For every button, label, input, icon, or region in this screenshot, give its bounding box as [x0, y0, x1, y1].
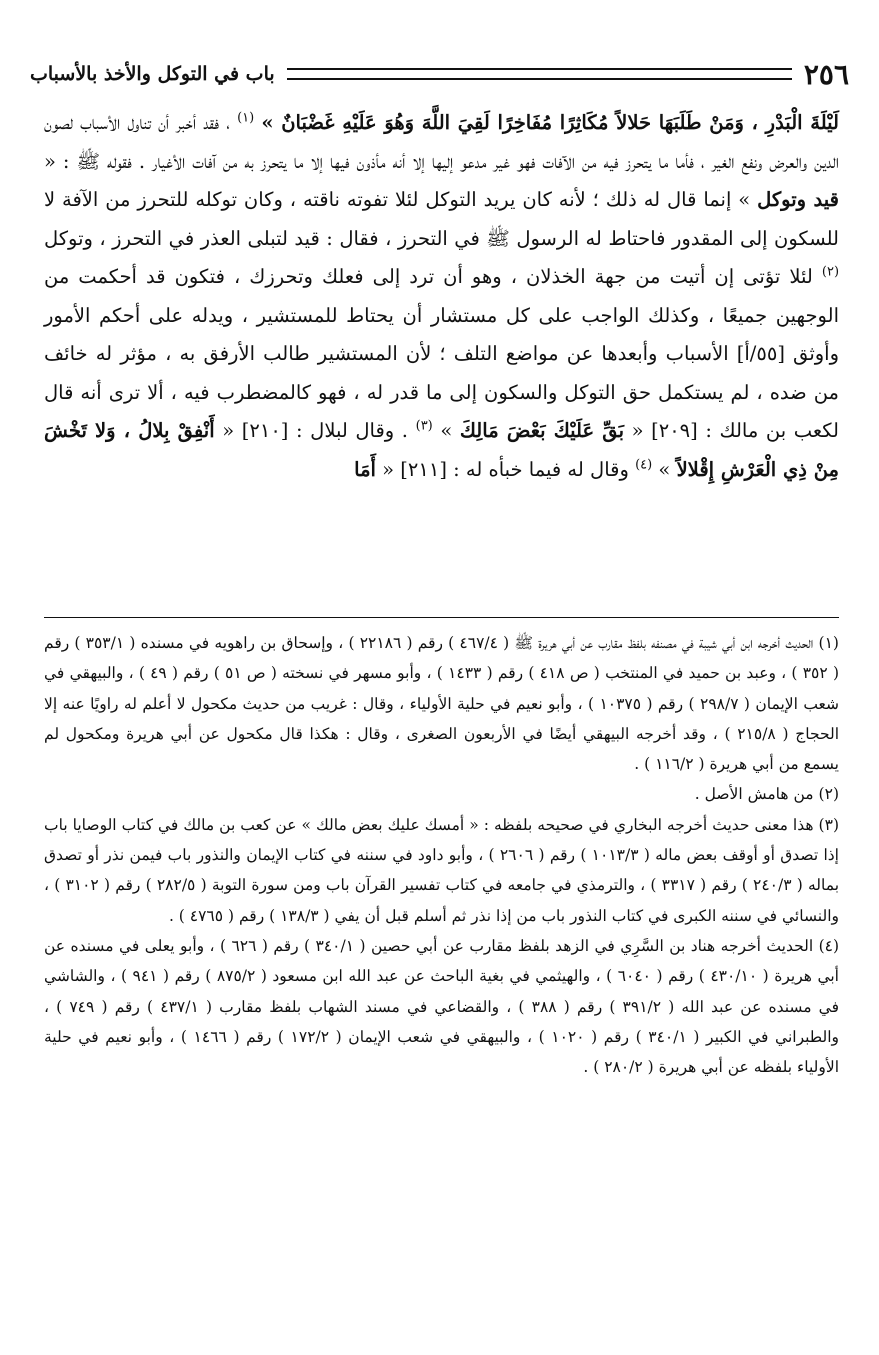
body-text: » إنما قال له ذلك ؛ لأنه كان يريد التوكل لئلا تفوته ناقته ، وكان توكله للتحرز من الآفة لا للسكون إلى المقدور فاحتاط له الرسول ﷺ في التحرز ، فقال : قيد لتبلى العذر في التحرز ، وتوكل: [44, 188, 839, 250]
footnote-ref[interactable]: (٣): [415, 418, 433, 434]
main-text: [44, 104, 839, 489]
page-number: ٢٥٦: [803, 57, 849, 91]
footnote-text: من هامش الأصل .: [694, 785, 814, 804]
footnote-number: (٤): [818, 936, 840, 955]
footnotes: [44, 628, 839, 1082]
footnote-text: هذا معنى حديث أخرجه البخاري في صحيحه بلفظه : « أمسك عليك بعض مالك » عن كعب بن مالك في كتاب الوصايا باب إذا تصدق أو أوقف بعض ماله ( ١٠١٣/٣ ) رقم ( ٢٦٠٦ ) ، وأبو داود في سننه في كتاب الإيمان والنذور باب فيمن نذر أو تصدق بماله ( ٢٤٠/٣ ) رقم ( ٣٣١٧ ) ، والترمذي في جامعه في كتاب تفسير القرآن باب ومن سورة التوبة ( ٢٨٢/٥ ) رقم ( ٣١٠٢ ) ، والنسائي في سننه الكبرى في كتاب النذور باب من إذا نذر ثم أسلم قبل أن يفي ( ١٣٨/٣ ) رقم ( ٤٧٦٥ ) .: [44, 815, 840, 925]
footnote-ref[interactable]: (١): [237, 110, 255, 126]
body-text: وقال له فيما خبأه له : [٢١١] «: [382, 457, 629, 481]
footnote-ref[interactable]: (٤): [635, 457, 653, 472]
footnote-item: [44, 628, 839, 779]
header-rule: [287, 68, 792, 80]
footnote-ref[interactable]: (٢): [821, 264, 840, 280]
body-text: »: [440, 419, 453, 442]
footnote-text: الحديث أخرجه هناد بن السَّرِي في الزهد بلفظ مقارب عن أبي حصين ( ٣٤٠/١ ) رقم ( ٦٢٦ ) ، وأبو يعلى في مسنده عن أبي هريرة ( ٤٣٠/١٠ ) رقم ( ٦٠٤٠ ) ، والهيثمي في بغية الباحث عن عبد الله ابن مسعود ( ٨٧٥/٢ ) رقم ( ٩٤١ ) ، والشاشي في مسنده عن عبد الله ( ٣٩١/٢ ) رقم ( ٣٨٨ ) ، والقضاعي في مسند الشهاب بلفظ مقارب ( ٤٣٧/١ ) رقم ( ٧٤٩ ) ، والطبراني في الكبير ( ٣٤٠/١ ) رقم ( ١٠٢٠ ) ، والبيهقي في شعب الإيمان ( ١٧٢/٢ ) رقم ( ١٤٦٦ ) ، وأبو نعيم في حلية الأولياء بلفظه عن أبي هريرة ( ٢٨٠/٢ ) .: [44, 936, 840, 1077]
footnote-separator: [44, 617, 839, 618]
footnote-number: (٢): [818, 785, 839, 804]
footnote-number: (١): [818, 634, 839, 652]
running-header: [30, 54, 849, 94]
body-text: ، فقد أخبر أن تناول الأسباب لصون الدين والعرض ونفع الغير ، فأما ما يتحرز فيه من الآفات فهو غير مدعو إليها إلا أنه مأذون فيها إلا ما يتحرز به من آفات الأغيار . فقوله ﷺ : «: [44, 111, 839, 173]
body-text: »: [658, 457, 671, 481]
body-text: لئلا تؤتى إن أتيت من جهة الخذلان ، وهو أن ترد إلى فعلك وتحرزك ، فتكون قد أحكمت من الوجهين جميعًا ، وكذلك الواجب على كل مستشار أن يحتاط للمستشير ، ويدله على أحكم الأمور وأوثق [٥٥/أ] الأسباب وأبعدها عن مواضع التلف ؛ لأن المستشير طالب الأرفق به ، مؤثر له خائف من ضده ، لم يستكمل حق التوكل والسكون إلى ما قدر له ، فهو كالمضطرب فيه ، ألا ترى أنه قال لكعب بن مالك : [٢٠٩] «: [44, 265, 839, 442]
footnote-text: الحديث أخرجه ابن أبي شيبة في مصنفه بلفظ مقارب عن أبي هريرة ﷺ ( ٤٦٧/٤ ) رقم ( ٢٢١٨٦ ) ، وإسحاق بن راهويه في مسنده ( ٣٥٣/١ ) رقم ( ٣٥٢ ) ، وعبد بن حميد في المنتخب ( ص ٤١٨ ) رقم ( ١٤٣٣ ) ، وأبو مسهر في نسخته ( ص ٥١ ) رقم ( ٤٩ ) ، والبيهقي في شعب الإيمان ( ٢٩٨/٧ ) رقم ( ١٠٣٧٥ ) ، وأبو نعيم في حلية الأولياء ، وقال : غريب من حديث مكحول لا أعلم له راويًا عنه إلا الحجاج ( ٢١٥/٨ ) ، وقد أخرجه البيهقي أيضًا في الأربعون الصغرى ، وقال : هكذا قال مكحول عن أبي هريرة ومكحول لم يسمع من أبي هريرة ( ١١٦/٢ ) .: [44, 634, 839, 774]
chapter-title: باب في التوكل والأخذ بالأسباب: [30, 63, 275, 85]
main-paragraph: [44, 104, 839, 489]
hadith-quote: أَمَا: [354, 457, 376, 481]
hadith-quote: قيد وتوكل: [757, 188, 839, 211]
body-text: . وقال لبلال : [٢١٠] «: [222, 419, 409, 442]
hadith-quote: بَقِّ عَلَيْكَ بَعْضَ مَالِكَ: [459, 419, 624, 442]
footnote-item: [44, 810, 839, 931]
footnote-item: [44, 779, 839, 809]
hadith-quote: لَيْلَةَ الْبَدْرِ ، وَمَنْ طَلَبَهَا حَلالاً مُكَاثِرًا مُفَاخِرًا لَقِيَ اللَّهَ وَهُوَ عَلَيْهِ غَضْبَانٌ »: [261, 111, 839, 134]
footnote-item: [44, 931, 839, 1082]
hadith-quote: أَنْفِقْ بِلالُ ، وَلا تَخْشَ مِنْ ذِي الْعَرْشِ إِقْلالاً: [44, 419, 839, 481]
footnote-number: (٣): [818, 815, 839, 834]
